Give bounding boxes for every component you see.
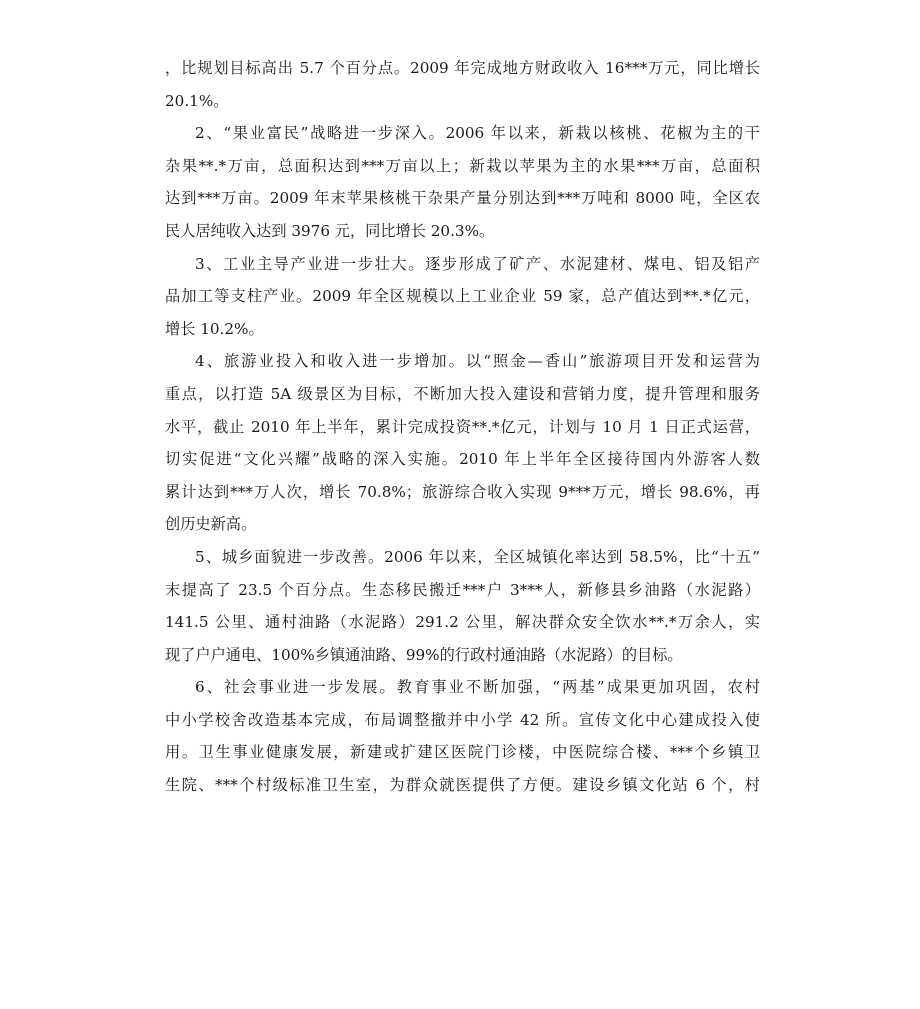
text-line: 5、城乡面貌进一步改善。2006 年以来，全区城镇化率达到 58.5%，比“十五”: [195, 547, 760, 566]
text-line: 水平，截止 2010 年上半年，累计完成投资**.*亿元，计划与 10 月 1 日正式运营，: [165, 417, 760, 436]
text-line: 用。卫生事业健康发展，新建或扩建区医院门诊楼，中医院综合楼、***个乡镇卫: [165, 743, 760, 762]
text-line: 4、旅游业投入和收入进一步增加。以“照金—香山”旅游项目开发和运营为: [195, 352, 760, 371]
text-line: 3、工业主导产业进一步壮大。逐步形成了矿产、水泥建材、煤电、铝及铝产: [195, 254, 760, 273]
text-line: 创历史新高。: [165, 515, 257, 534]
text-line: 现了户户通电、100%乡镇通油路、99%的行政村通油路（水泥路）的目标。: [165, 645, 683, 664]
text-line: 重点，以打造 5A 级景区为目标，不断加大投入建设和营销力度，提升管理和服务: [165, 384, 760, 403]
text-line: 切实促进“文化兴耀”战略的深入实施。2010 年上半年全区接待国内外游客人数: [165, 450, 760, 469]
text-line: 品加工等支柱产业。2009 年全区规模以上工业企业 59 家，总产值达到**.*亿元，: [165, 287, 760, 306]
text-line: 达到***万亩。2009 年末苹果核桃干杂果产量分别达到***万吨和 8000 吨，全区农: [165, 189, 760, 208]
text-line: 生院、***个村级标准卫生室，为群众就医提供了方便。建设乡镇文化站 6 个，村: [165, 776, 760, 795]
text-line: 杂果**.*万亩，总面积达到***万亩以上；新栽以苹果为主的水果***万亩，总面积: [165, 156, 760, 175]
text-line: ，比规划目标高出 5.7 个百分点。2009 年完成地方财政收入 16***万元，同比增长: [165, 59, 760, 77]
text-line: 增长 10.2%。: [165, 319, 264, 338]
text-line: 中小学校舍改造基本完成，布局调整撤并中小学 42 所。宣传文化中心建成投入使: [165, 710, 760, 729]
text-line: 民人居纯收入达到 3976 元，同比增长 20.3%。: [165, 221, 495, 240]
text-line: 6、社会事业进一步发展。教育事业不断加强，“两基”成果更加巩固，农村: [195, 678, 760, 697]
text-line: 末提高了 23.5 个百分点。生态移民搬迁***户 3***人，新修县乡油路（水泥路）: [165, 580, 760, 599]
text-line: 141.5 公里、通村油路（水泥路）291.2 公里，解决群众安全饮水**.*万余人，实: [165, 613, 760, 632]
text-line: 2、“果业富民”战略进一步深入。2006 年以来，新栽以核桃、花椒为主的干: [195, 124, 760, 143]
text-line: 20.1%。: [165, 91, 229, 110]
document-page: [165, 52, 760, 802]
text-line: 累计达到***万人次，增长 70.8%；旅游综合收入实现 9***万元，增长 98.6%，再: [165, 482, 760, 501]
